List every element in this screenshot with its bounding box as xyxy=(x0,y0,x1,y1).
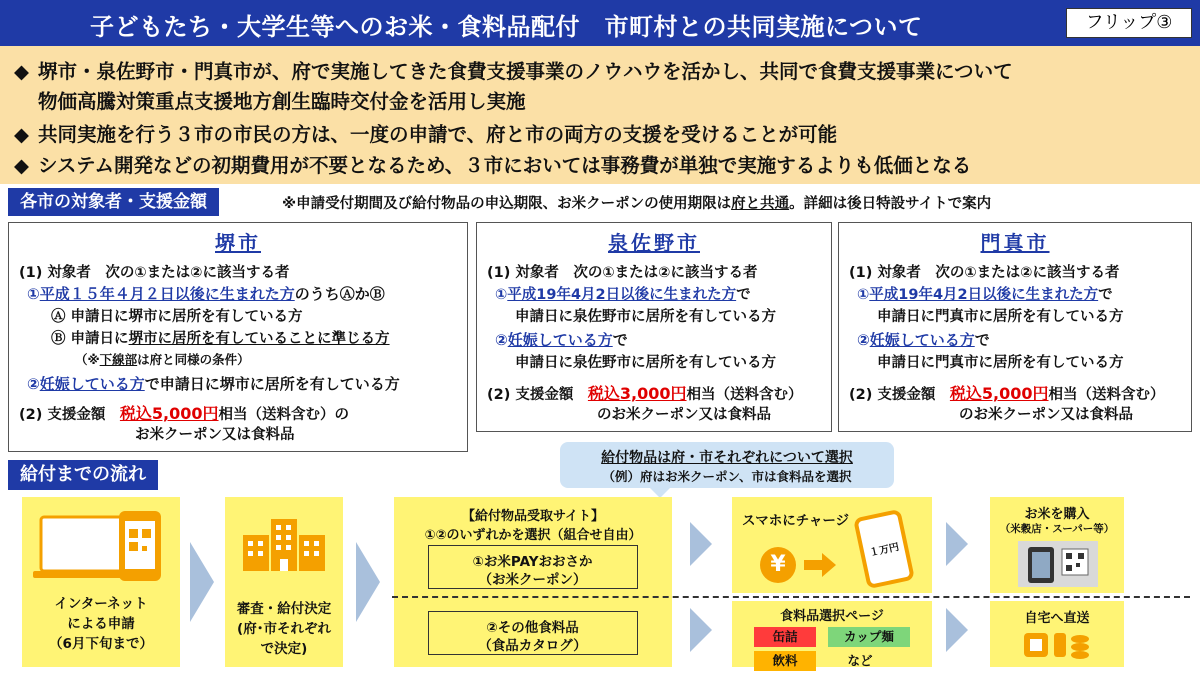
step-apply xyxy=(22,497,180,667)
tag-drink: 飲料 xyxy=(754,651,816,671)
flow-arrow xyxy=(946,522,968,566)
summary-bullet-2: ◆ 共同実施を行う３市の市民の方は、一度の申請で、府と市の両方の支援を受けることが可能 xyxy=(14,123,838,146)
step-apply-line-3: （6月下旬まで） xyxy=(49,636,153,652)
charge-label: スマホにチャージ xyxy=(742,513,850,529)
targets-note: ※申請受付期間及び給付物品の申込期限、お米クーポンの使用期限は府と共通。詳細は後日特設サイトで案内 xyxy=(282,196,992,212)
condition-2-detail: 申請日に泉佐野市に居所を有している方 xyxy=(515,355,776,371)
balloon-line-1: 給付物品は府・市それぞれについて選択 xyxy=(601,450,853,466)
summary-bullet-3: ◆ システム開発などの初期費用が不要となるため、３市においては事務費が単独で実施するよりも低価となる xyxy=(14,154,972,177)
city-name: 門真市 xyxy=(980,231,1050,255)
city-name: 堺市 xyxy=(215,231,261,255)
condition-1: ①平成19年4月2日以後に生まれた方で xyxy=(495,287,751,303)
site-title: 【給付物品受取サイト】 xyxy=(461,509,605,524)
city-name: 泉佐野市 xyxy=(608,231,700,255)
option-food-catalog-line-2: （食品カタログ） xyxy=(478,638,587,654)
amount-line: (2) 支援金額 税込3,000円相当（送料含む） xyxy=(487,384,803,403)
tag-cup-noodle: カップ麺 xyxy=(828,627,910,647)
yen-coin-icon: ¥ xyxy=(760,547,796,583)
amount-detail: のお米クーポン又は食料品 xyxy=(597,407,771,423)
option-rice-coupon-line-1: ①お米PAYおおさか xyxy=(472,554,593,570)
condition-2-detail: 申請日に門真市に居所を有している方 xyxy=(877,355,1124,371)
condition-1-detail: 申請日に門真市に居所を有している方 xyxy=(877,309,1124,325)
flow-arrow xyxy=(690,608,712,652)
amount-detail: のお米クーポン又は食料品 xyxy=(959,407,1133,423)
diamond-icon: ◆ xyxy=(14,154,29,177)
diamond-icon: ◆ xyxy=(14,60,29,83)
step-decision-line-1: 審査・給付決定 xyxy=(236,601,332,617)
food-items-icon xyxy=(1022,629,1092,661)
condition-1b: Ⓑ 申請日に堺市に居所を有していることに準じる方 xyxy=(51,331,390,347)
condition-1-detail: 申請日に泉佐野市に居所を有している方 xyxy=(515,309,776,325)
amount-line: (2) 支援金額 税込5,000円相当（送料含む）の xyxy=(19,404,350,423)
page-title: 子どもたち・大学生等へのお米・食料品配付 市町村との共同実施について xyxy=(90,13,923,41)
step-food-page xyxy=(732,601,932,667)
condition-2: ②妊娠している方で xyxy=(495,331,628,349)
flow-arrow xyxy=(356,542,380,622)
route-divider xyxy=(392,596,1190,598)
selection-balloon xyxy=(560,442,894,488)
option-rice-coupon[interactable] xyxy=(428,545,638,589)
smartphone-icon xyxy=(853,509,915,589)
step-apply-line-1: インターネット xyxy=(54,596,148,612)
condition-1: ①平成１５年４月２日以後に生まれた方のうちⒶかⒷ xyxy=(27,285,385,303)
amount-detail: お米クーポン又は食料品 xyxy=(135,427,295,443)
targets-section-label: 各市の対象者・支援金額 xyxy=(8,188,219,216)
condition-1: ①平成19年4月2日以後に生まれた方で xyxy=(857,287,1113,303)
amount-line: (2) 支援金額 税込5,000円相当（送料含む） xyxy=(849,384,1165,403)
home-delivery-label: 自宅へ直送 xyxy=(1024,611,1090,626)
payment-photo-icon xyxy=(1018,541,1098,587)
condition-2: ②妊娠している方で申請日に堺市に居所を有している方 xyxy=(27,375,400,393)
step-apply-line-2: による申請 xyxy=(67,616,135,632)
flip-badge: フリップ③ xyxy=(1066,8,1192,38)
summary-panel xyxy=(0,46,1200,184)
site-instruction: ①②のいずれかを選択（組合せ自由） xyxy=(424,528,642,543)
diamond-icon: ◆ xyxy=(14,123,29,146)
step-decision-line-3: で決定) xyxy=(260,641,308,657)
balloon-line-2: （例）府はお米クーポン、市は食料品を選択 xyxy=(602,469,852,484)
summary-bullet-1: ◆ 堺市・泉佐野市・門真市が、府で実施してきた食費支援事業のノウハウを活かし、共同で食費支援事業について xyxy=(14,60,1013,83)
city-card-kadoma xyxy=(838,222,1192,432)
header-bar xyxy=(0,0,1200,46)
flow-arrow xyxy=(190,542,214,622)
step-buy-rice xyxy=(990,497,1124,593)
buy-rice-sub: （米穀店・スーパー等） xyxy=(999,523,1115,535)
step-decision xyxy=(225,497,343,667)
condition-2: ②妊娠している方で xyxy=(857,331,990,349)
underline-note: （※下線部は府と同様の条件） xyxy=(75,352,250,367)
step-charge xyxy=(732,497,932,593)
step-select-site xyxy=(394,497,672,667)
phone-amount: １万円 xyxy=(868,541,901,559)
food-page-label: 食料品選択ページ xyxy=(780,609,884,624)
buy-rice-label: お米を購入 xyxy=(1024,507,1090,522)
tag-canned: 缶詰 xyxy=(754,627,816,647)
target-heading: (1) 対象者 次の①または②に該当する者 xyxy=(487,265,758,281)
city-card-izumisano xyxy=(476,222,832,432)
option-rice-coupon-line-2: （お米クーポン） xyxy=(478,572,587,588)
office-building-icon xyxy=(239,513,329,573)
flow-section-label: 給付までの流れ xyxy=(8,460,158,490)
city-card-sakai xyxy=(8,222,468,452)
flow-arrow xyxy=(690,522,712,566)
tag-etc: など xyxy=(847,653,873,668)
flow-arrow xyxy=(946,608,968,652)
step-home-delivery xyxy=(990,601,1124,667)
summary-bullet-1-cont: 物価高騰対策重点支援地方創生臨時交付金を活用し実施 xyxy=(38,90,526,113)
condition-1a: Ⓐ 申請日に堺市に居所を有している方 xyxy=(51,309,303,325)
target-heading: (1) 対象者 次の①または②に該当する者 xyxy=(849,265,1120,281)
option-food-catalog-line-1: ②その他食料品 xyxy=(486,620,579,636)
step-decision-line-2: (府･市それぞれ xyxy=(237,621,331,637)
option-food-catalog[interactable] xyxy=(428,611,638,655)
target-heading: (1) 対象者 次の①または②に該当する者 xyxy=(19,265,290,281)
laptop-phone-icon xyxy=(31,505,171,587)
